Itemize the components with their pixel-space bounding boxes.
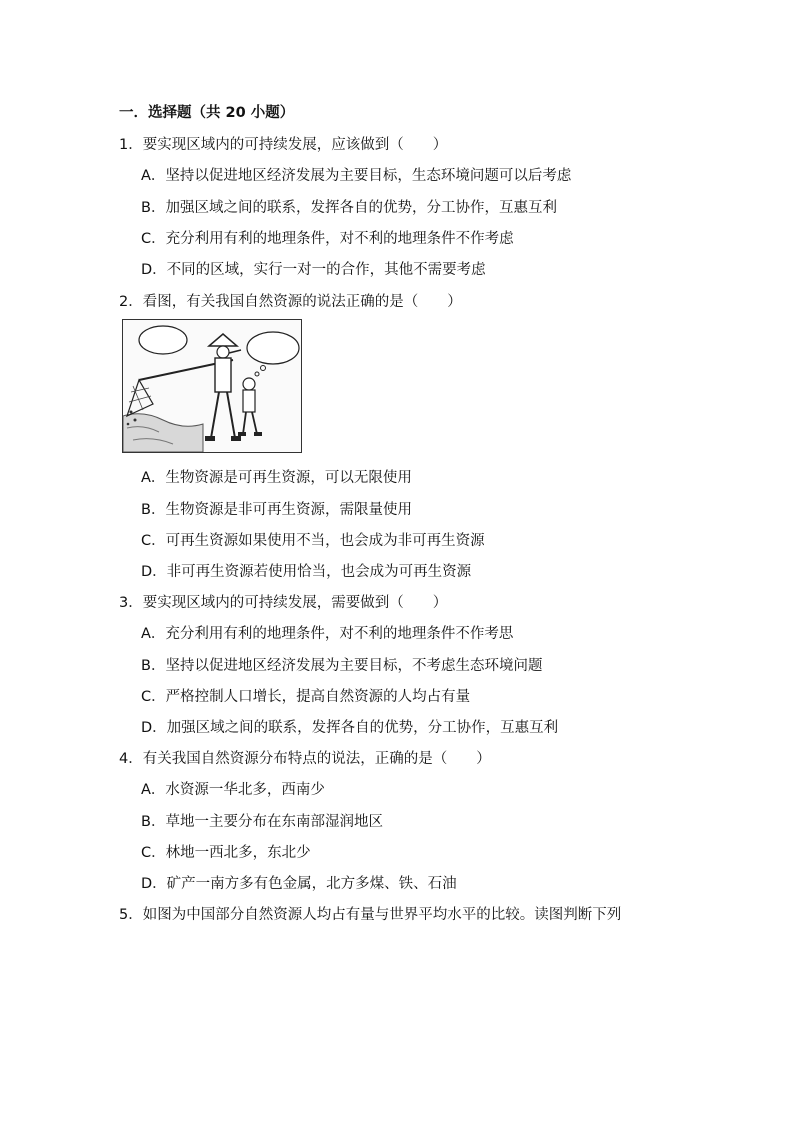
section-title: 一．选择题（共 20 小题）	[119, 105, 295, 121]
fishing-cartoon-image	[122, 319, 302, 453]
question-2-option-c: C．可再生资源如果使用不当，也会成为非可再生资源	[141, 533, 485, 549]
question-4-option-d: D．矿产一南方多有色金属，北方多煤、铁、石油	[141, 876, 457, 892]
question-2-stem: 2．看图，有关我国自然资源的说法正确的是（ ）	[119, 294, 462, 310]
question-4-option-c: C．林地一西北多，东北少	[141, 845, 311, 861]
question-1-option-d: D．不同的区域，实行一对一的合作，其他不需要考虑	[141, 262, 486, 278]
question-4-option-a: A．水资源一华北多，西南少	[141, 782, 325, 798]
question-1-stem: 1．要实现区域内的可持续发展，应该做到（ ）	[119, 137, 448, 153]
question-1-option-b: B．加强区域之间的联系，发挥各自的优势，分工协作，互惠互利	[141, 200, 557, 216]
question-5-stem: 5．如图为中国部分自然资源人均占有量与世界平均水平的比较。读图判断下列	[119, 907, 622, 923]
question-4-option-b: B．草地一主要分布在东南部湿润地区	[141, 814, 383, 830]
question-1-option-c: C．充分利用有利的地理条件，对不利的地理条件不作考虑	[141, 231, 514, 247]
question-2-option-b: B．生物资源是非可再生资源，需限量使用	[141, 502, 412, 518]
question-4-stem: 4．有关我国自然资源分布特点的说法，正确的是（ ）	[119, 751, 491, 767]
fishing-cartoon-drawing	[123, 320, 301, 452]
question-3-option-c: C．严格控制人口增长，提高自然资源的人均占有量	[141, 689, 471, 705]
question-2-option-a: A．生物资源是可再生资源，可以无限使用	[141, 470, 412, 486]
question-2-option-d: D．非可再生资源若使用恰当，也会成为可再生资源	[141, 564, 472, 580]
question-3-option-b: B．坚持以促进地区经济发展为主要目标，不考虑生态环境问题	[141, 658, 543, 674]
question-3-option-d: D．加强区域之间的联系，发挥各自的优势，分工协作，互惠互利	[141, 720, 559, 736]
question-3-stem: 3．要实现区域内的可持续发展，需要做到（ ）	[119, 595, 448, 611]
question-1-option-a: A．坚持以促进地区经济发展为主要目标，生态环境问题可以后考虑	[141, 168, 572, 184]
question-3-option-a: A．充分利用有利的地理条件，对不利的地理条件不作考思	[141, 626, 514, 642]
